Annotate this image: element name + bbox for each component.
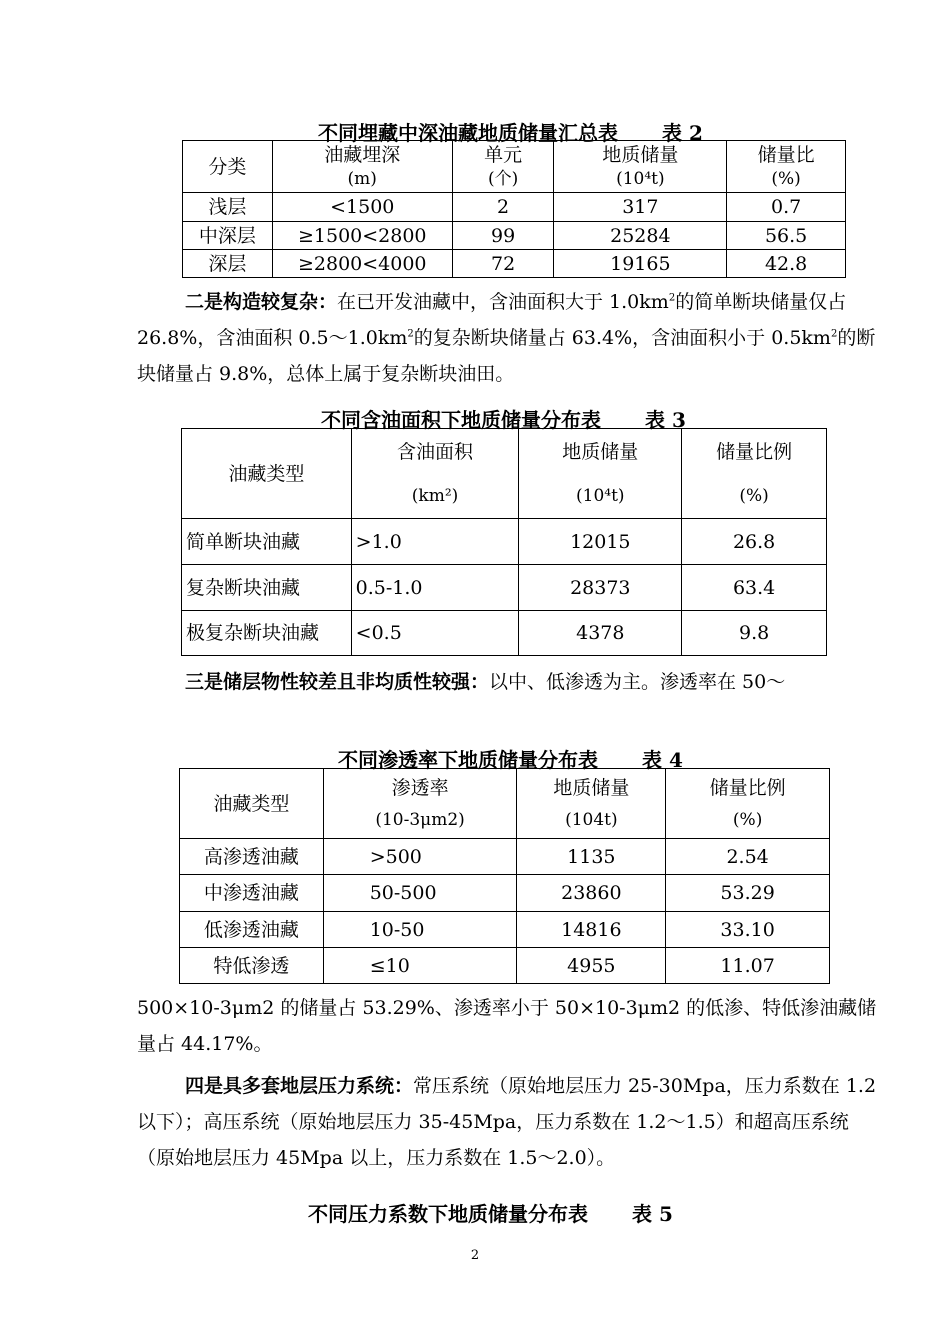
table3-number: 表 3 xyxy=(645,408,686,432)
table2-header-cell: 地质储量 (10⁴t) xyxy=(554,141,727,193)
table2-header-row xyxy=(183,141,846,193)
paragraph-heading: 四是具多套地层压力系统： xyxy=(185,1075,414,1097)
page-number: 2 xyxy=(470,1248,480,1263)
paragraph-heading: 三是储层物性较差且非均质性较强： xyxy=(185,671,490,693)
table2-header-cell: 单元 (个) xyxy=(452,141,554,193)
table3-header-cell: 地质储量 (10⁴t) xyxy=(519,429,682,519)
table-row: 简单断块油藏 >1.0 12015 26.8 xyxy=(182,519,827,565)
table4 xyxy=(179,768,830,984)
table3-header-cell: 含油面积 (km²) xyxy=(351,429,519,519)
paragraph-structure: 二是构造较复杂：在已开发油藏中，含油面积大于 $1.0km^2$的简单断块储量仅占 26.8%，含油面积 $0.5\sim 1.0km^2$的复杂断块储量占 63.4%，含油面积小于 $0.5km^2$的断块储量占 9.8%，总体上属于复杂断块油田。 xyxy=(137,291,876,385)
table-row: 深层 ≥2800<4000 72 19165 42.8 xyxy=(183,250,846,278)
table5-number: 表 5 xyxy=(632,1202,673,1226)
table-row: 极复杂断块油藏 <0.5 4378 9.8 xyxy=(182,611,827,656)
table-row: 复杂断块油藏 0.5-1.0 28373 63.4 xyxy=(182,565,827,611)
table3-title: 不同含油面积下地质储量分布表 xyxy=(321,408,601,432)
table3 xyxy=(181,428,827,656)
paragraph-reservoir: 三是储层物性较差且非均质性较强：以中、低渗透为主。渗透率在 50～ xyxy=(185,671,786,693)
paragraph-heading: 二是构造较复杂： xyxy=(185,291,338,313)
table4-number: 表 4 xyxy=(642,748,683,772)
paragraph-permeability: 500×10-3μm2 的储量占 53.29%、渗透率小于 50×10-3μm2 的低渗、特低渗油藏储量占 44.17%。 xyxy=(137,997,877,1055)
table4-title: 不同渗透率下地质储量分布表 xyxy=(338,748,598,772)
table-row: 特低渗透 ≤10 4955 11.07 xyxy=(180,948,830,984)
table-row: 浅层 <1500 2 317 0.7 xyxy=(183,193,846,222)
table4-header-cell: 渗透率 (10-3μm2) xyxy=(323,769,517,839)
table2-header-cell: 油藏埋深 (m) xyxy=(272,141,452,193)
table4-header-cell: 油藏类型 xyxy=(180,769,324,839)
table2-number: 表 2 xyxy=(662,121,703,145)
table3-header-cell: 油藏类型 xyxy=(182,429,352,519)
table2-header-cell: 储量比 (%) xyxy=(727,141,846,193)
table-row: 中渗透油藏 50-500 23860 53.29 xyxy=(180,875,830,912)
table-row: 中深层 ≥1500<2800 99 25284 56.5 xyxy=(183,222,846,250)
table4-header-cell: 地质储量 (104t) xyxy=(517,769,666,839)
table5-title: 不同压力系数下地质储量分布表 xyxy=(308,1202,588,1226)
table-row: 低渗透油藏 10-50 14816 33.10 xyxy=(180,912,830,948)
table2 xyxy=(182,140,846,278)
table5-caption xyxy=(308,1198,673,1227)
table4-header-row xyxy=(180,769,830,839)
table-row: 高渗透油藏 >500 1135 2.54 xyxy=(180,839,830,875)
table3-header-cell: 储量比例 (%) xyxy=(682,429,827,519)
paragraph-pressure: 四是具多套地层压力系统：常压系统（原始地层压力 25-30Mpa，压力系数在 1.2 以下）；高压系统（原始地层压力 35-45Mpa，压力系数在 1.2～1.5）和超高压系统（原始地层压力 45Mpa 以上，压力系数在 1.5～2.0）。 xyxy=(137,1075,877,1169)
table4-header-cell: 储量比例 (%) xyxy=(666,769,830,839)
table3-header-row xyxy=(182,429,827,519)
table2-title: 不同埋藏中深油藏地质储量汇总表 xyxy=(318,121,618,145)
table2-header-cell: 分类 xyxy=(183,141,273,193)
